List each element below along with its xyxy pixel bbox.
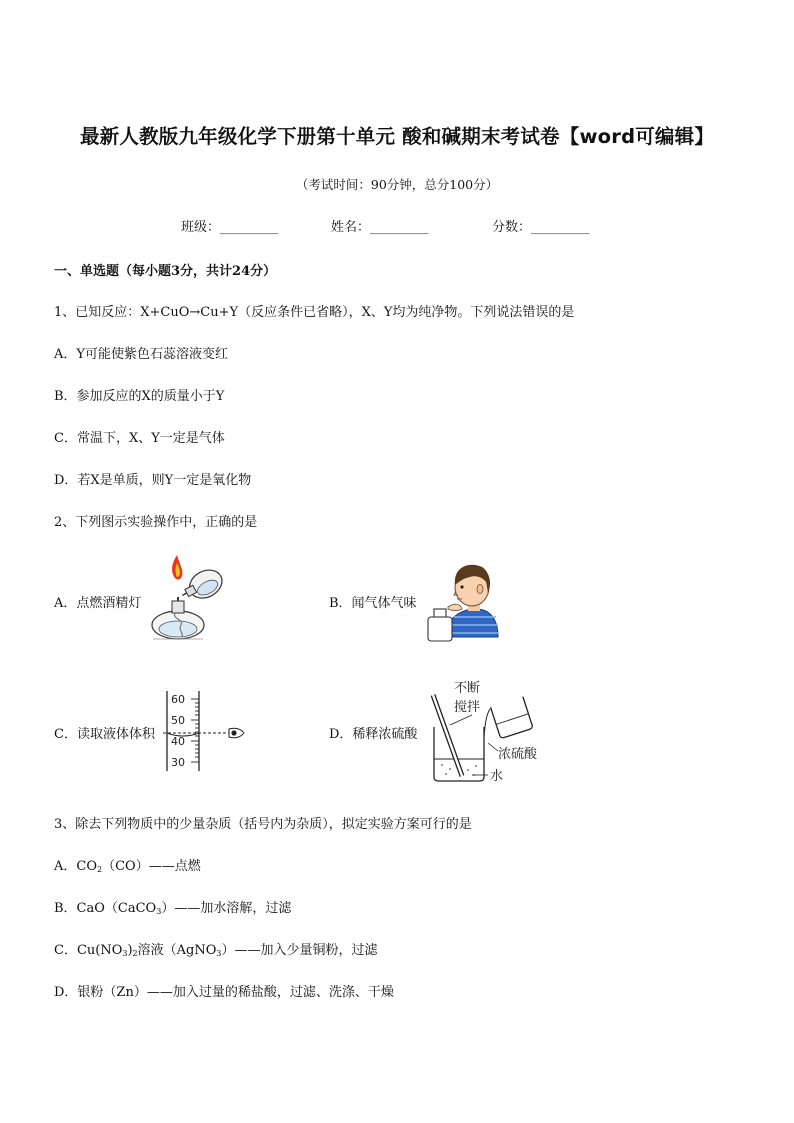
question-1-option-a: A．Y可能使紫色石蕊溶液变红 (54, 347, 228, 362)
option-b-formula: B．CaO（CaCO (54, 901, 157, 916)
question-2-option-d: D．稀释浓硫酸 (329, 727, 418, 742)
score-field: 分数：_________ (492, 220, 590, 235)
question-2-stem: 2、下列图示实验操作中，正确的是 (54, 515, 258, 530)
alcohol-lamp-lighting-illustration (148, 553, 230, 643)
stir-label-line-1: 不断 (454, 681, 481, 696)
subscript: 3 (122, 949, 128, 958)
question-3-option-a (54, 855, 201, 874)
question-3-option-d: D．银粉（Zn）——加入过量的稀盐酸，过滤、洗涤、干燥 (54, 985, 394, 1000)
question-2-option-c: C．读取液体体积 (54, 727, 155, 742)
option-c-formula-part: 溶液（AgNO (137, 943, 217, 958)
question-1-stem: 1、已知反应：X+CuO→Cu+Y（反应条件已省略），X、Y均为纯净物。下列说法错误的是 (54, 305, 575, 320)
question-3-stem: 3、除去下列物质中的少量杂质（括号内为杂质），拟定实验方案可行的是 (54, 817, 472, 832)
cylinder-tick-label: 30 (171, 756, 185, 769)
option-c-formula: C．Cu(NO (54, 943, 123, 958)
section-heading: 一、单选题（每小题3分，共计24分） (54, 264, 277, 279)
question-1-option-d: D．若X是单质，则Y一定是氧化物 (54, 473, 252, 488)
question-2-option-b: B．闻气体气味 (329, 596, 417, 611)
cylinder-tick-label: 50 (171, 714, 185, 727)
acid-label: 浓硫酸 (498, 747, 538, 762)
page-title: 最新人教版九年级化学下册第十单元 酸和碱期末考试卷【word可编辑】 (79, 125, 715, 148)
water-label: 水 (490, 769, 504, 784)
question-2-option-a: A．点燃酒精灯 (54, 596, 142, 611)
option-b-method: ）——加水溶解，过滤 (161, 901, 292, 916)
graduated-cylinder-illustration (163, 689, 247, 773)
question-3-option-c (54, 939, 378, 958)
option-c-formula-part: ) (127, 943, 133, 958)
subscript: 3 (156, 907, 162, 916)
cylinder-tick-label: 60 (171, 693, 185, 706)
exam-info: （考试时间：90分钟，总分100分） (295, 177, 499, 192)
stir-label-line-2: 搅拌 (454, 700, 481, 715)
option-c-method: ）——加入少量铜粉，过滤 (221, 943, 378, 958)
question-1-option-b: B．参加反应的X的质量小于Y (54, 389, 225, 404)
subscript: 3 (216, 949, 222, 958)
dilute-sulfuric-acid-illustration (428, 679, 544, 785)
class-field: 班级：_________ (181, 220, 279, 235)
question-3-option-b (54, 897, 291, 916)
name-field: 姓名：_________ (331, 220, 429, 235)
option-a-method: （CO）——点燃 (102, 859, 201, 874)
option-a-formula: A．CO (54, 859, 97, 874)
acid-stream (484, 709, 490, 737)
cylinder-tick-label: 40 (171, 735, 185, 748)
question-1-option-c: C．常温下，X、Y一定是气体 (54, 431, 225, 446)
smelling-gas-illustration (424, 555, 500, 643)
subscript: 2 (132, 949, 138, 958)
pouring-beaker (491, 697, 534, 739)
subscript: 2 (97, 865, 103, 874)
